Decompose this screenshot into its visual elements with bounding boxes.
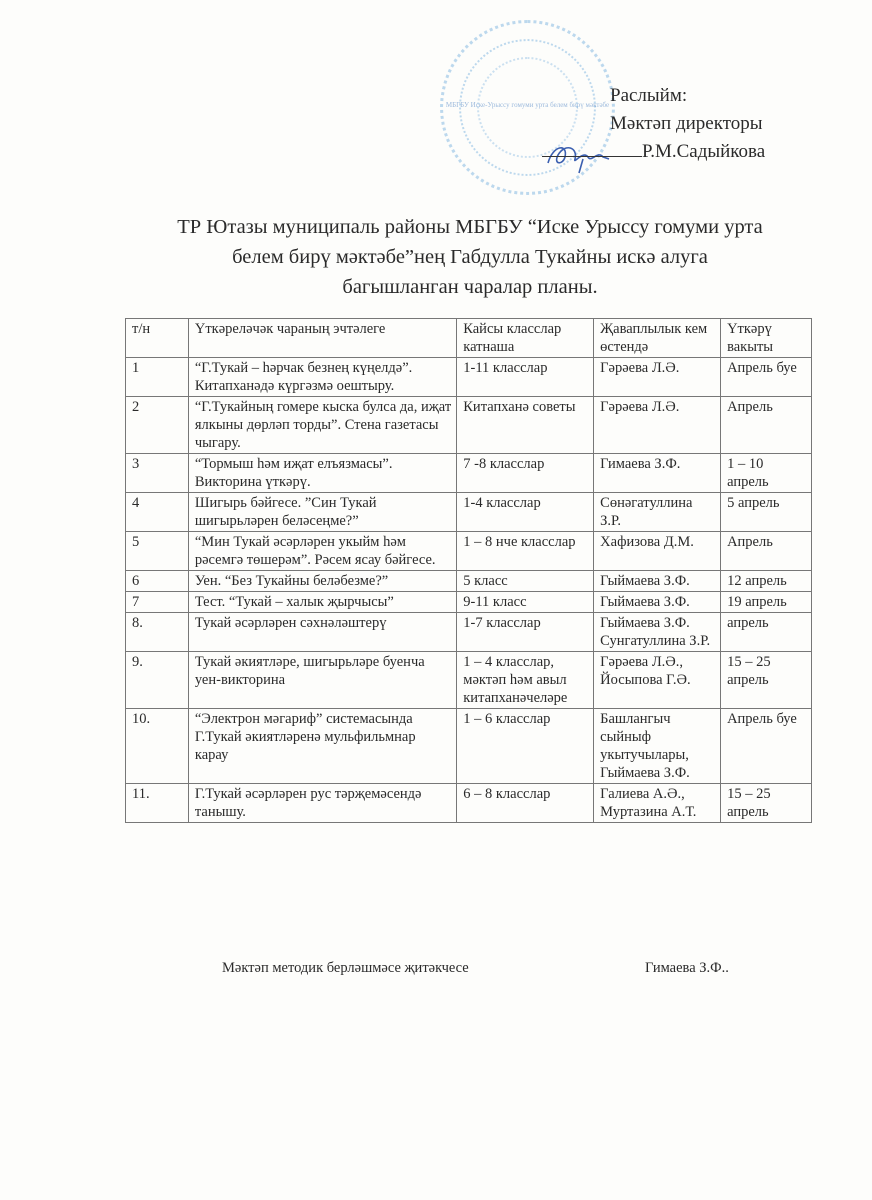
table-cell: Апрель буе [721,709,812,784]
table-cell: 7 [126,592,189,613]
table-cell: Апрель [721,532,812,571]
header-cell: Үткәреләчәк чараның эчтәлеге [188,319,456,358]
table-cell: 15 – 25 апрель [721,784,812,823]
table-cell: 1-4 класслар [457,493,594,532]
footer-name: Гимаева З.Ф.. [645,960,729,976]
table-cell: 8. [126,613,189,652]
table-cell: Шигырь бәйгесе. ”Син Тукай шигырьләрен беләсеңме?” [188,493,456,532]
events-table [125,318,812,823]
header-cell: т/н [126,319,189,358]
table-row [126,784,812,823]
title-line: ТР Ютазы муниципаль районы МБГБУ “Иске Урыссу гомуми урта [177,216,763,238]
table-cell: 5 класс [457,571,594,592]
document-title [100,212,840,302]
table-row [126,571,812,592]
approval-position: Мәктәп директоры [610,113,763,134]
table-cell: Тест. “Тукай – халык җырчысы” [188,592,456,613]
table-cell: 1-11 класслар [457,358,594,397]
table-cell: “Мин Тукай әсәрләрен укыйм һәм рәсемгә төшерәм”. Рәсем ясау бәйгесе. [188,532,456,571]
footer-position: Мәктәп методик берләшмәсе җитәкчесе [222,960,469,976]
table-cell: Апрель [721,397,812,454]
table-cell: “Тормыш һәм иҗат елъязмасы”. Викторина үткәрү. [188,454,456,493]
table-row [126,493,812,532]
table-cell: 15 – 25 апрель [721,652,812,709]
table-cell: 1-7 класслар [457,613,594,652]
table-cell: Гәрәева Л.Ә. [594,397,721,454]
header-cell: Үткәрү вакыты [721,319,812,358]
table-row [126,397,812,454]
table-cell: 6 – 8 класслар [457,784,594,823]
table-cell: 1 [126,358,189,397]
table-cell: 4 [126,493,189,532]
table-cell: 7 -8 класслар [457,454,594,493]
table-cell: 1 – 4 класслар, мәктәп һәм авыл китапханәчеләре [457,652,594,709]
table-row [126,709,812,784]
table-cell: Хафизова Д.М. [594,532,721,571]
table-cell: Уен. “Без Тукайны беләбезме?” [188,571,456,592]
header-cell: Кайсы класслар катнаша [457,319,594,358]
table-cell: апрель [721,613,812,652]
title-line: белем бирү мәктәбе”нең Габдулла Тукайны искә алуга [232,246,708,268]
table-cell: Гыймаева З.Ф. [594,592,721,613]
director-signature [543,135,613,175]
table-cell: Гыймаева З.Ф. Сунгатуллина З.Р. [594,613,721,652]
table-cell: Апрель буе [721,358,812,397]
table-row [126,652,812,709]
header-cell: Җаваплылык кем өстендә [594,319,721,358]
table-cell: “Г.Тукайның гомере кыска булса да, иҗат ялкыны дөрләп торды”. Стена газетасы чыгару. [188,397,456,454]
table-cell: 6 [126,571,189,592]
table-cell: Китапханә советы [457,397,594,454]
table-cell: 9-11 класс [457,592,594,613]
table-cell: 1 – 8 нче класслар [457,532,594,571]
table-cell: 9. [126,652,189,709]
table-cell: 1 – 10 апрель [721,454,812,493]
signature-line [542,156,642,157]
table-cell: 5 [126,532,189,571]
approval-block [610,82,765,166]
header-row [126,319,812,358]
table-cell: Гәрәева Л.Ә. [594,358,721,397]
table-row [126,613,812,652]
table-cell: 12 апрель [721,571,812,592]
table-cell: Тукай әкиятләре, шигырьләре буенча уен-викторина [188,652,456,709]
table-cell: 1 – 6 класслар [457,709,594,784]
table-cell: Сөнәгатуллина З.Р. [594,493,721,532]
table-cell: “Г.Тукай – һәрчак безнең күңелдә”. Китапханәдә күргәзмә оештыру. [188,358,456,397]
table-cell: 11. [126,784,189,823]
table-cell: Г.Тукай әсәрләрен рус тәрҗемәсендә танышу. [188,784,456,823]
table-cell: 5 апрель [721,493,812,532]
table-row [126,592,812,613]
stamp-text: МБГБУ Иске-Урыссу гомуми урта белем бирү мәктәбе [445,101,610,109]
table-cell: “Электрон мәгариф” системасында Г.Тукай әкиятләренә мульфильмнар карау [188,709,456,784]
table-cell: 19 апрель [721,592,812,613]
table-cell: Башлангыч сыйныф укытучылары, Гыймаева З.Ф. [594,709,721,784]
table-cell: 2 [126,397,189,454]
table-cell: 3 [126,454,189,493]
table-cell: Тукай әсәрләрен сәхнәләштерү [188,613,456,652]
approval-label: Раслыйм: [610,85,688,106]
table-cell: 10. [126,709,189,784]
title-line: багышланган чаралар планы. [342,276,598,298]
table-cell: Гыймаева З.Ф. [594,571,721,592]
table-row [126,532,812,571]
table-row [126,454,812,493]
table-row [126,358,812,397]
table-cell: Галиева А.Ә., Муртазина А.Т. [594,784,721,823]
table-cell: Гимаева З.Ф. [594,454,721,493]
table-cell: Гәрәева Л.Ә., Йосыпова Г.Ә. [594,652,721,709]
approval-name: Р.М.Садыйкова [642,141,766,162]
